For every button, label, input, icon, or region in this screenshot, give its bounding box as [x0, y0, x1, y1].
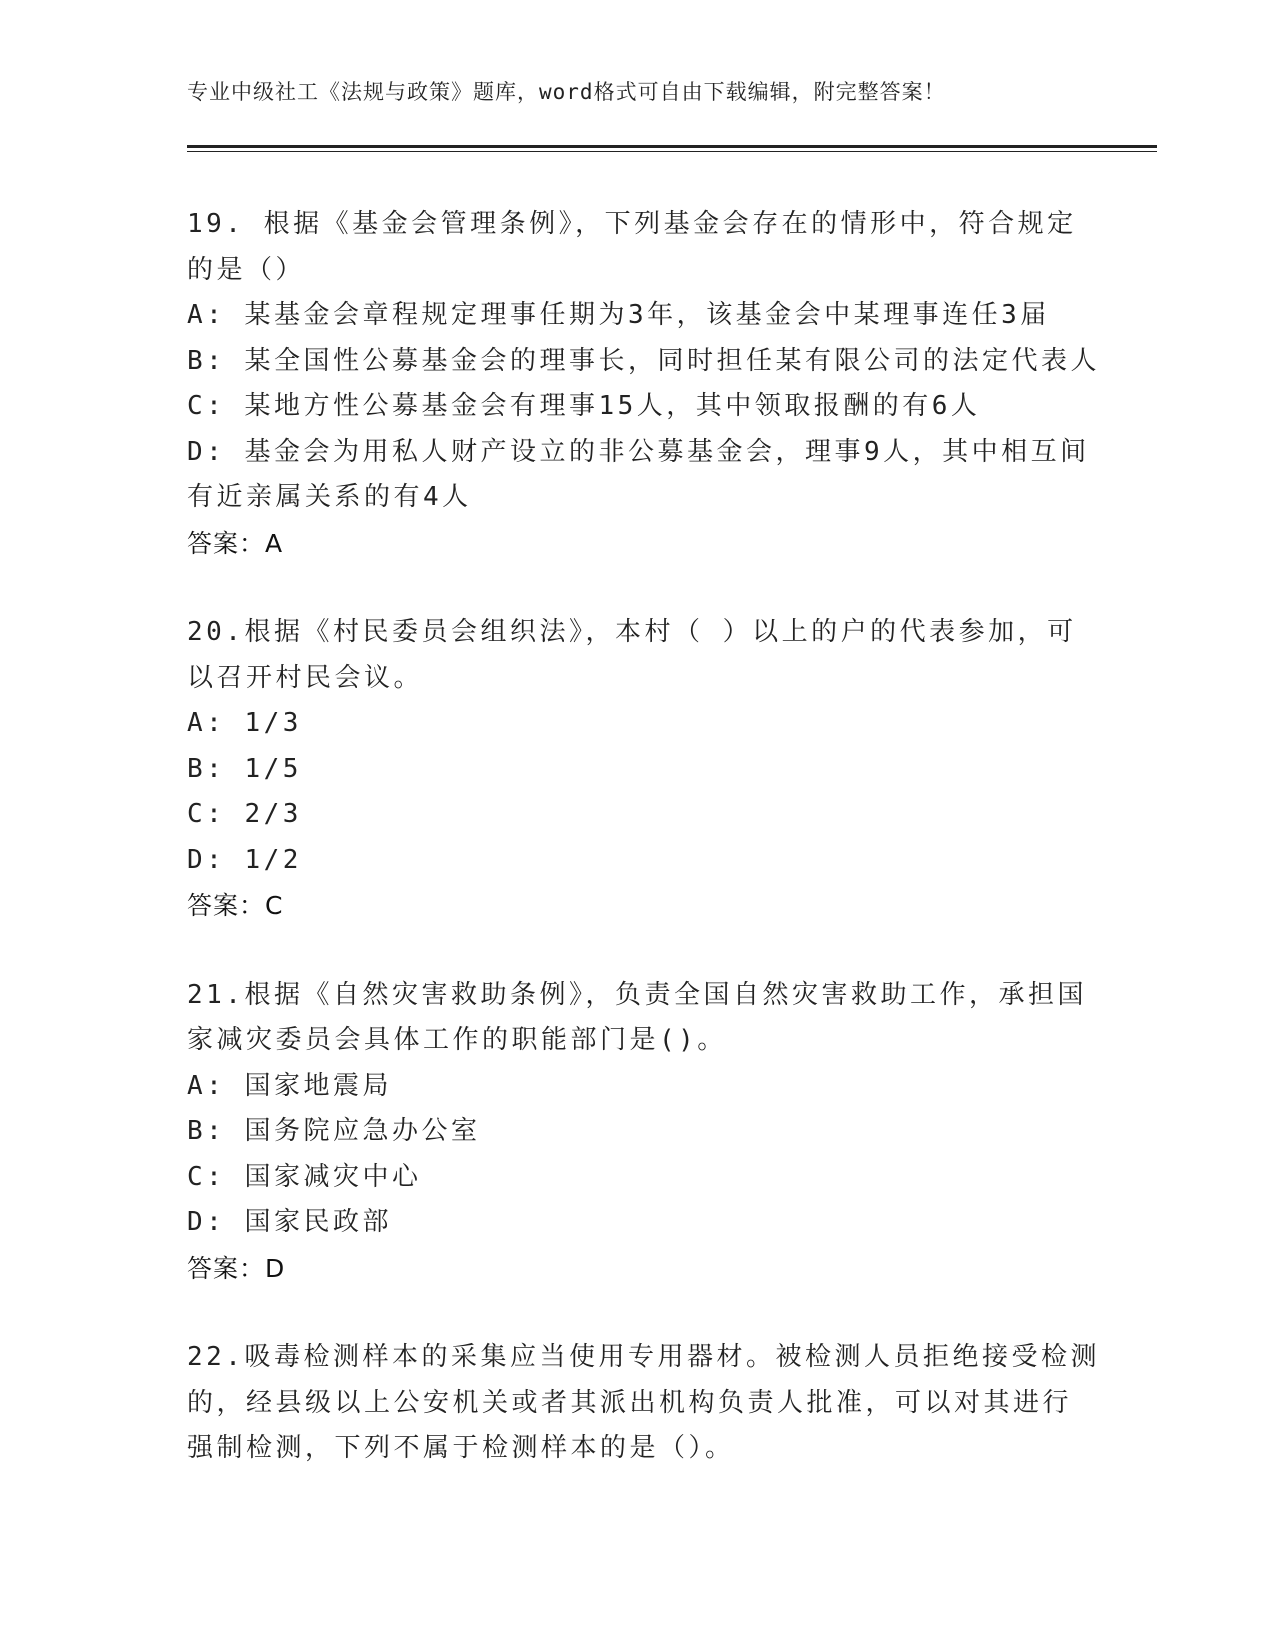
option-b: B: 某全国性公募基金会的理事长，同时担任某有限公司的法定代表人	[187, 345, 1100, 376]
question-stem-line: 的是（）	[187, 254, 306, 285]
question-stem-line: 以召开村民会议。	[187, 662, 424, 693]
option-a: A: 某基金会章程规定理事任期为3年，该基金会中某理事连任3届	[187, 300, 1050, 330]
answer-label: 答案：D	[187, 1253, 286, 1283]
question-stem-line: 20.根据《村民委员会组织法》，本村（ ）以上的户的代表参加，可	[187, 617, 1077, 647]
question-stem-line: 19. 根据《基金会管理条例》，下列基金会存在的情形中，符合规定	[187, 209, 1077, 239]
question-stem-line: 家减灾委员会具体工作的职能部门是()。	[187, 1025, 727, 1055]
question-21	[187, 973, 1087, 1292]
option-b: B: 1/5	[187, 753, 302, 784]
option-d: D: 基金会为用私人财产设立的非公募基金会，理事9人，其中相互间	[187, 436, 1090, 467]
question-stem-line: 21.根据《自然灾害救助条例》，负责全国自然灾害救助工作，承担国	[187, 979, 1087, 1010]
question-list	[187, 202, 1100, 1516]
question-20	[187, 610, 1087, 929]
option-c: C: 某地方性公募基金会有理事15人，其中领取报酬的有6人	[187, 391, 981, 421]
option-d-continued: 有近亲属关系的有4人	[187, 482, 472, 512]
option-a: A: 1/3	[187, 708, 302, 738]
question-19	[187, 202, 1100, 566]
answer-label: 答案：C	[187, 891, 284, 920]
question-stem-line: 的，经县级以上公安机关或者其派出机构负责人批准，可以对其进行	[187, 1387, 1073, 1418]
header-rule-thin	[187, 151, 1157, 152]
option-b: B: 国务院应急办公室	[187, 1116, 481, 1146]
option-c: C: 2/3	[187, 799, 302, 829]
answer-label: 答案：A	[187, 528, 284, 558]
option-a: A: 国家地震局	[187, 1070, 392, 1101]
question-stem-line: 22.吸毒检测样本的采集应当使用专用器材。被检测人员拒绝接受检测	[187, 1342, 1100, 1372]
option-d: D: 国家民政部	[187, 1207, 392, 1237]
option-d: D: 1/2	[187, 844, 302, 875]
document-header: 专业中级社工《法规与政策》题库，word格式可自由下载编辑，附完整答案！	[187, 80, 946, 104]
header-rule-thick	[187, 145, 1157, 148]
question-stem-line: 强制检测，下列不属于检测样本的是（）。	[187, 1433, 735, 1463]
question-22	[187, 1335, 1100, 1472]
option-c: C: 国家减灾中心	[187, 1161, 422, 1192]
